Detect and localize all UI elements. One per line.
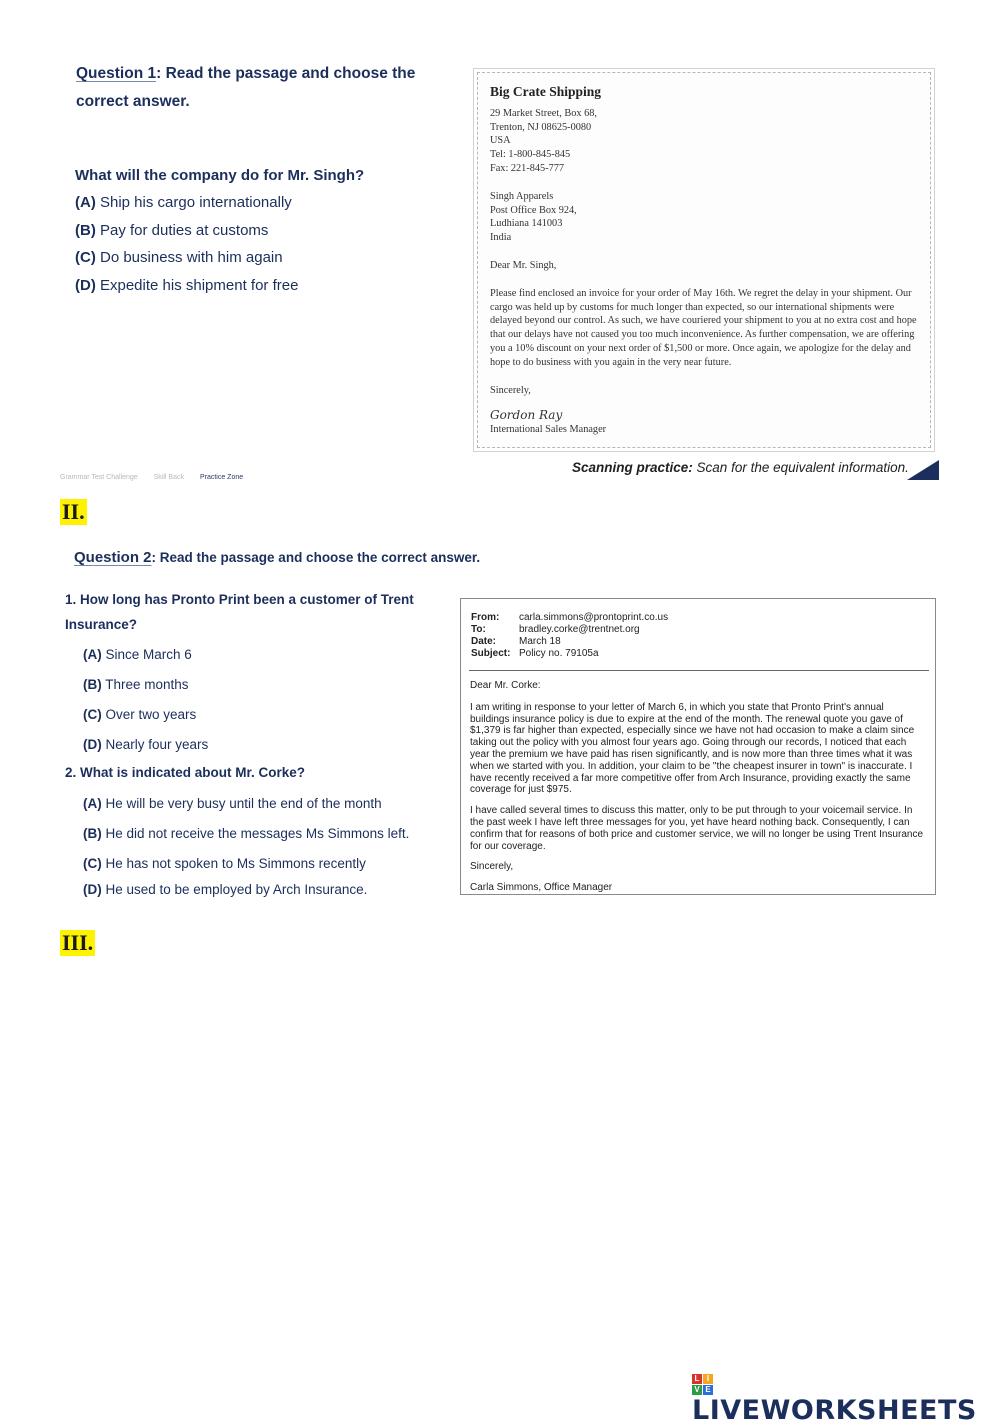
option-letter: (B): [75, 221, 96, 239]
subject-value: Policy no. 79105a: [519, 648, 599, 659]
to-value: bradley.corke@trentnet.org: [519, 624, 640, 635]
sender-address: [490, 107, 918, 176]
question-1-instruction: : Read the passage and choose the: [156, 65, 416, 82]
to-label: To:: [471, 624, 486, 635]
option-letter: (A): [83, 647, 102, 662]
question-2-heading: [74, 544, 480, 572]
email-body: [461, 671, 935, 894]
subject-label: Subject:: [471, 648, 511, 659]
option-c[interactable]: [75, 244, 455, 272]
option-text: Nearly four years: [101, 737, 209, 752]
email-paragraph-1: I am writing in response to your letter of March 6, in which you state that Pronto Print's annual buildings insurance policy is due to expire at the end of the month. The renewal quote you gave of $1,379 is far higher than expected, especially since we have not had occasion to make a claim since taking out the policy with you almost four years ago. Going through our records, I noticed that each year the premium we have paid has risen significantly, and is now more than three times what it was when we started with you. In addition, your claim to be "the cheapest insurer in town" is inaccurate. I have recently received a far more competitive offer from Arch Insurance, providing exactly the same coverage for just $975.: [470, 701, 915, 796]
option-letter: (B): [83, 826, 102, 841]
option-b[interactable]: [83, 670, 443, 700]
letter-signer-title: International Sales Manager: [490, 424, 607, 436]
option-text: He will be very busy until the end of the month: [101, 796, 382, 811]
email-closing: Sincerely,: [470, 861, 514, 873]
option-text: Ship his cargo internationally: [95, 194, 292, 211]
option-a[interactable]: [75, 189, 455, 217]
breadcrumb-item: Skill Back: [153, 474, 184, 481]
question-1-stem: What will the company do for Mr. Singh?: [75, 167, 365, 184]
option-text: Pay for duties at customs: [95, 221, 269, 239]
email-paragraph-2: I have called several times to discuss this matter, only to be put through to your voicemail service. In the past week I have left three messages for you, yet have heard nothing back. Consequently, I can confirm that for reasons of both price and customer service, we will no longer be using Trent Insurance for our coverage.: [470, 805, 924, 852]
option-letter: (D): [83, 882, 102, 897]
address-line: Ludhiana 141003: [490, 218, 563, 230]
letter-salutation: Dear Mr. Singh,: [490, 259, 557, 271]
logo-mark-icon: [692, 1374, 713, 1395]
logo-mark-letter: E: [703, 1385, 713, 1395]
logo-mark-letter: V: [692, 1385, 702, 1395]
option-text: He did not receive the messages Ms Simmons left.: [101, 826, 410, 841]
question-2-2-stem: 2. What is indicated about Mr. Corke?: [65, 765, 306, 780]
option-letter: (A): [83, 796, 102, 811]
stem-line: Insurance?: [65, 617, 138, 632]
option-text: He has not spoken to Ms Simmons recently: [101, 856, 366, 871]
stem-line: 1. How long has Pronto Print been a customer of Trent: [65, 592, 414, 607]
option-letter: (D): [75, 276, 96, 294]
corner-triangle-decoration: [907, 460, 939, 480]
address-line: Post Office Box 924,: [490, 204, 577, 216]
question-1-instruction-line2: correct answer.: [76, 93, 190, 110]
letter-signature: Gordon Ray: [490, 408, 563, 423]
option-a[interactable]: [83, 789, 453, 819]
shipping-letter: [477, 72, 931, 448]
option-text: He used to be employed by Arch Insurance.: [101, 882, 368, 897]
option-a[interactable]: [83, 640, 443, 670]
option-letter: (A): [75, 194, 96, 211]
question-1-number: Question 1: [76, 65, 157, 82]
letter-body: Please find enclosed an invoice for your order of May 16th. We regret the delay in your shipment. Our cargo was held up by customs for much longer than expected, so our international shipments were delayed beyond our control. As such, we have couriered your shipment to you at no extra cost and hope that our delays have not caused you too much inconvenience. As further compensation, we are offering you a 10% discount on your next order of $1,500 or more. Once again, we apologize for the delay and hope to do business with you again in the very near future.: [490, 287, 917, 368]
breadcrumb-item: Grammar Test Challenge: [60, 474, 138, 481]
question-2-instruction: : Read the passage and choose the correct answer.: [151, 550, 481, 565]
address-line: Tel: 1-800-845-845: [490, 149, 571, 161]
logo-text: LIVEWORKSHEETS: [692, 1395, 977, 1426]
logo-mark-letter: L: [692, 1374, 702, 1384]
breadcrumb-item: Practice Zone: [199, 474, 244, 481]
option-letter: (C): [75, 249, 96, 266]
letter-company: Big Crate Shipping: [490, 84, 602, 99]
question-1-heading: [76, 60, 456, 116]
question-2-1-stem: [65, 587, 435, 637]
option-c[interactable]: [83, 700, 443, 730]
scanning-text: Scan for the equivalent information.: [692, 460, 909, 475]
option-text: Do business with him again: [95, 249, 283, 266]
option-text: Since March 6: [101, 647, 192, 662]
email-signer: Carla Simmons, Office Manager: [470, 882, 613, 894]
option-text: Three months: [101, 677, 189, 692]
scanning-label: Scanning practice:: [572, 460, 693, 475]
email-header-table: [471, 612, 668, 660]
option-b[interactable]: [75, 217, 455, 245]
option-letter: (B): [83, 677, 102, 692]
option-d[interactable]: [75, 272, 455, 300]
logo-mark-letter: I: [703, 1374, 713, 1384]
section-2-label: II.: [62, 499, 85, 524]
option-d[interactable]: [83, 879, 453, 901]
recipient-address: [490, 190, 918, 245]
address-line: Singh Apparels: [490, 190, 554, 202]
question-2-1-options: [83, 640, 443, 760]
address-line: 29 Market Street, Box 68,: [490, 107, 597, 119]
date-label: Date:: [471, 636, 497, 647]
option-text: Expedite his shipment for free: [95, 276, 299, 294]
option-d[interactable]: [83, 730, 443, 760]
from-label: From:: [471, 612, 500, 623]
option-c[interactable]: [83, 849, 453, 879]
question-2-number: Question 2: [74, 549, 152, 566]
option-letter: (C): [83, 856, 102, 871]
section-3-label: III.: [62, 930, 94, 955]
address-line: Trenton, NJ 08625-0080: [490, 121, 592, 133]
address-line: Fax: 221-845-777: [490, 162, 565, 174]
scanning-practice-caption: [572, 460, 909, 475]
breadcrumb: [60, 474, 257, 481]
option-b[interactable]: [83, 819, 453, 849]
question-1-options: [75, 189, 455, 299]
address-line: USA: [490, 135, 511, 147]
email-salutation: Dear Mr. Corke:: [470, 680, 541, 691]
from-value: carla.simmons@prontoprint.co.us: [519, 612, 669, 623]
letter-closing: Sincerely,: [490, 384, 531, 396]
option-text: Over two years: [101, 707, 197, 722]
question-2-2-options: [83, 789, 453, 901]
email-header: [461, 599, 935, 660]
address-line: India: [490, 232, 512, 244]
option-letter: (C): [83, 707, 102, 722]
liveworksheets-logo: [692, 1374, 1000, 1426]
option-letter: (D): [83, 737, 102, 752]
email-passage: [460, 598, 936, 895]
date-value: March 18: [519, 636, 561, 647]
